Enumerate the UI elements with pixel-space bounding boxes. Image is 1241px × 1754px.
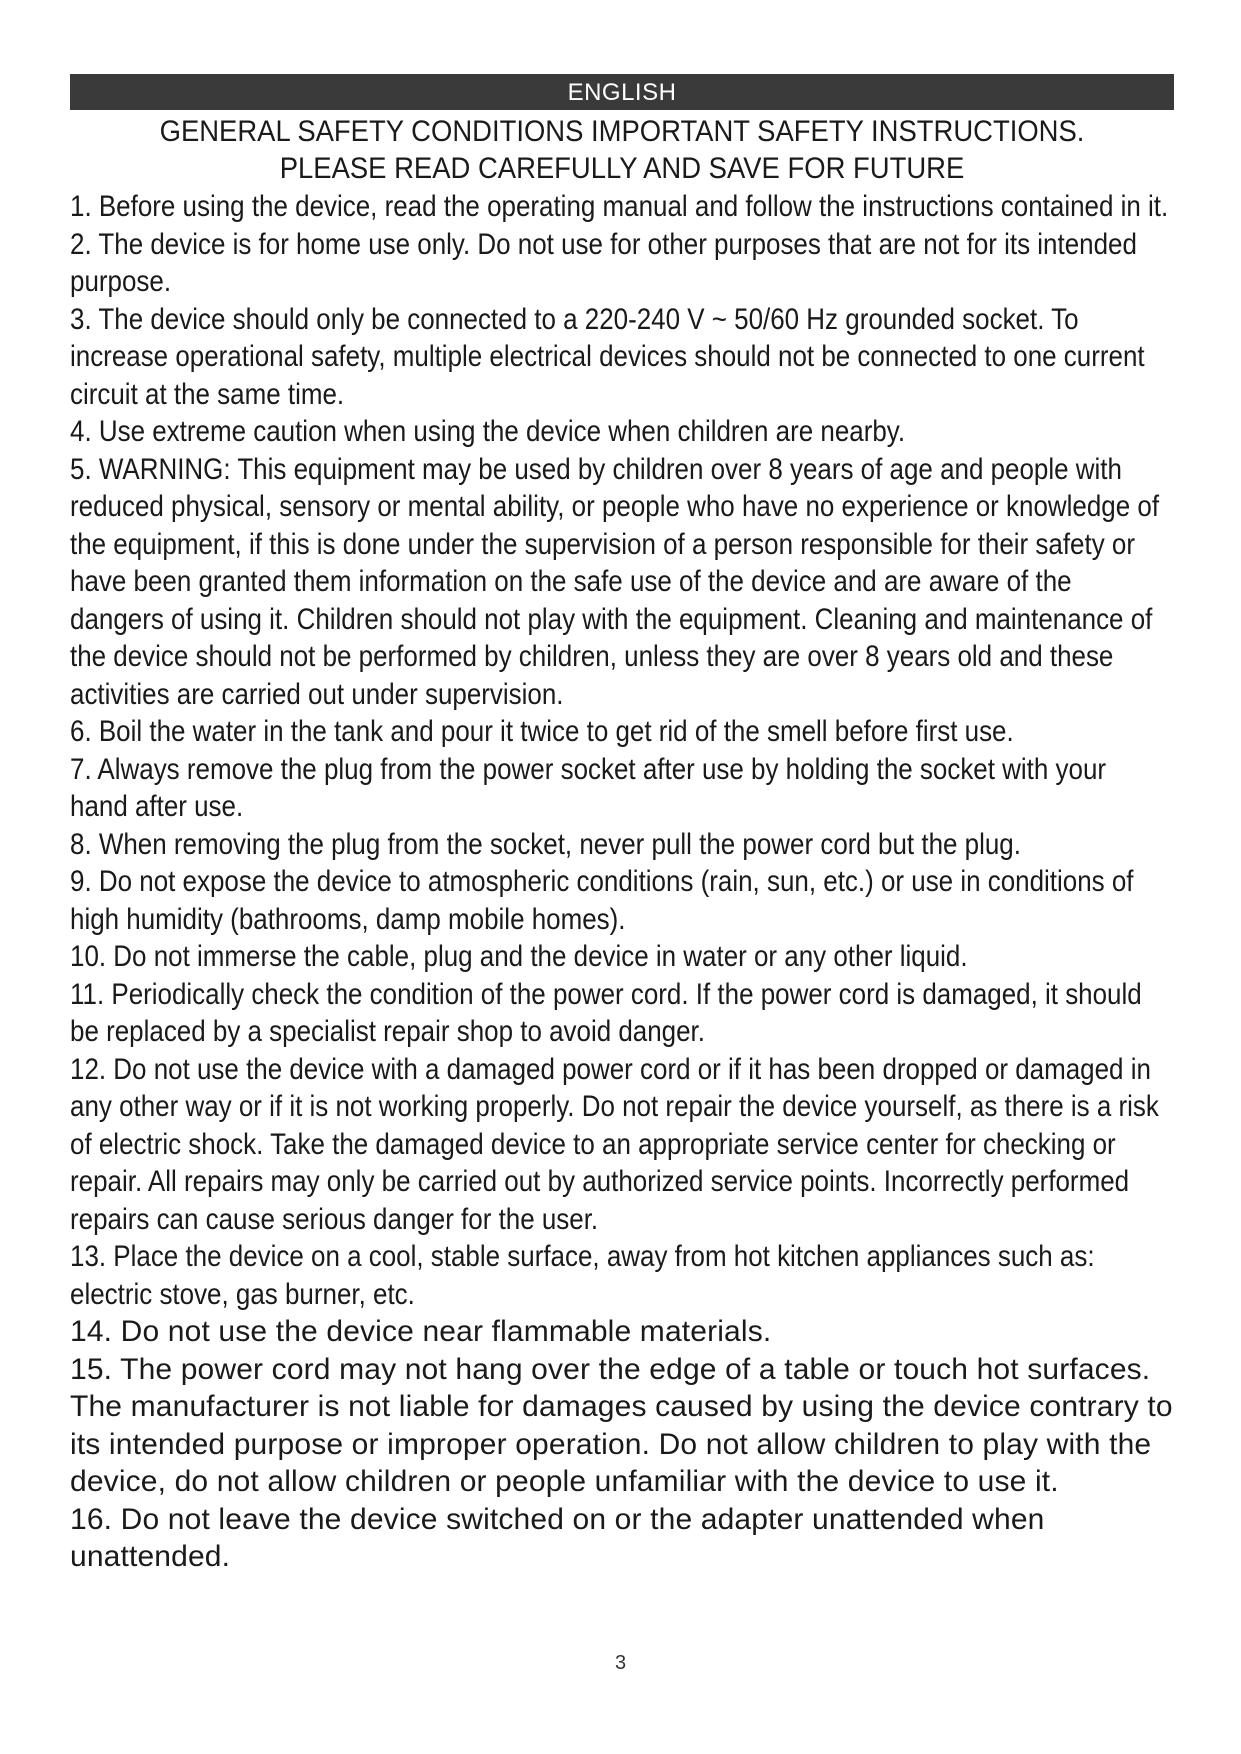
- page-number: 3: [614, 1652, 627, 1674]
- instruction-item-16: 16. Do not leave the device switched on or the adapter unattended when unattended.: [70, 1502, 1045, 1573]
- instruction-item-4: 4. Use extreme caution when using the device when children are nearby.: [70, 415, 906, 448]
- section-title: GENERAL SAFETY CONDITIONS IMPORTANT SAFETY INSTRUCTIONS. PLEASE READ CAREFULLY AND SAVE FOR FUTURE: [159, 115, 1085, 185]
- instruction-item-7: 7. Always remove the plug from the power socket after use by holding the socket with your hand after use.: [70, 752, 1107, 823]
- instruction-item-9: 9. Do not expose the device to atmospheric conditions (rain, sun, etc.) or use in conditions of high humidity (bathrooms, damp mobile homes).: [70, 865, 1134, 936]
- instruction-item-10: 10. Do not immerse the cable, plug and the device in water or any other liquid.: [70, 940, 968, 973]
- instruction-item-12: 12. Do not use the device with a damaged power cord or if it has been dropped or damaged in any other way or if it is not working properly. Do not repair the device yourself, as there is a risk of electric shock. Take the damaged device to an appropriate service center for checking or repair. All repairs may only be carried out by authorized service points. Incorrectly performed repairs can cause serious danger for the user.: [70, 1052, 1159, 1236]
- instruction-item-6: 6. Boil the water in the tank and pour it twice to get rid of the smell before first use.: [70, 715, 1014, 748]
- instruction-item-15: 15. The power cord may not hang over the edge of a table or touch hot surfaces. The manufacturer is not liable for damages caused by using the device contrary to its intended purpose or improper operation. Do not allow children to play with the device, do not allow children or people unfamiliar with the device to use it.: [70, 1352, 1173, 1498]
- instruction-item-3: 3. The device should only be connected to a 220-240 V ~ 50/60 Hz grounded socket. To increase operational safety, multiple electrical devices should not be connected to one current circuit at the same time.: [70, 302, 1145, 411]
- instruction-item-11: 11. Periodically check the condition of the power cord. If the power cord is damaged, it should be replaced by a specialist repair shop to avoid danger.: [70, 977, 1142, 1048]
- language-header-bar: ENGLISH: [70, 74, 1174, 110]
- instruction-item-13: 13. Place the device on a cool, stable surface, away from hot kitchen appliances such as: electric stove, gas burner, etc.: [70, 1240, 1095, 1311]
- instruction-item-14: 14. Do not use the device near flammable materials.: [70, 1315, 772, 1348]
- instruction-item-1: 1. Before using the device, read the operating manual and follow the instructions contained in it.: [70, 190, 1169, 223]
- manual-page: [70, 74, 1174, 1576]
- instruction-item-8: 8. When removing the plug from the socket, never pull the power cord but the plug.: [70, 827, 1021, 861]
- instruction-item-2: 2. The device is for home use only. Do not use for other purposes that are not for its intended purpose.: [70, 227, 1137, 298]
- instruction-item-5: 5. WARNING: This equipment may be used by children over 8 years of age and people with reduced physical, sensory or mental ability, or people who have no experience or knowledge of the equipment, if this is done under the supervision of a person responsible for their safety or have been granted them information on the safe use of the device and are aware of the dangers of using it. Children should not play with the equipment. Cleaning and maintenance of the device should not be performed by children, unless they are over 8 years old and these activities are carried out under supervision.: [70, 452, 1160, 711]
- safety-instructions-list: [70, 188, 1174, 1576]
